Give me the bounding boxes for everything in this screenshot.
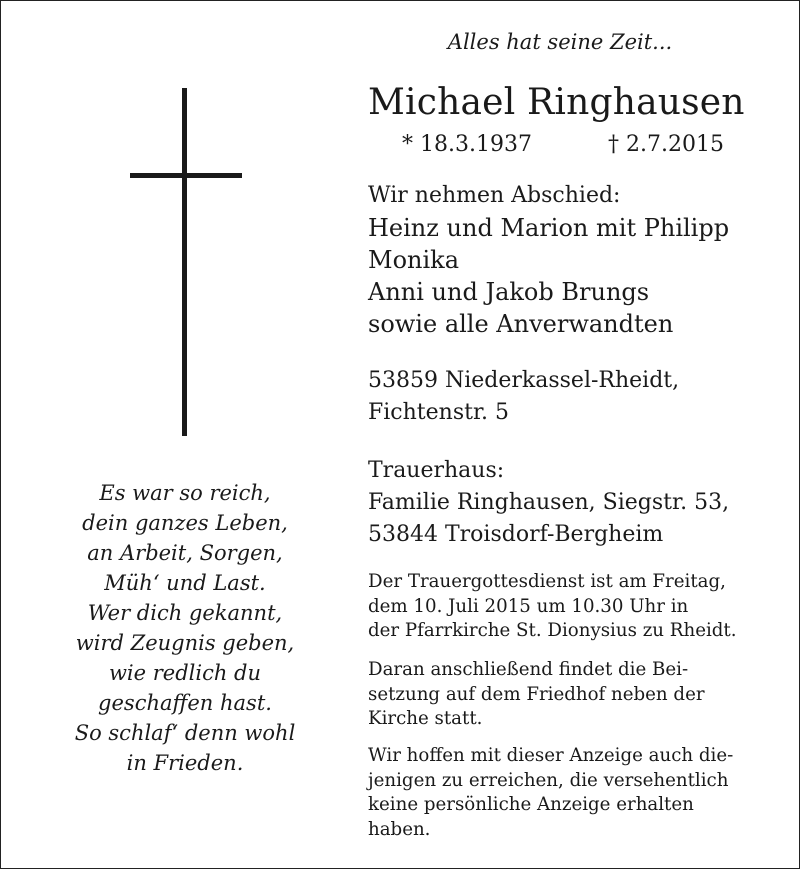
mourners-block [368,180,778,340]
address-line: Fichtenstr. 5 [368,400,510,425]
cross-icon-bar [130,173,242,178]
birth-date: * 18.3.1937 [402,132,532,157]
poem-line: So schlaf‘ denn wohl [74,721,296,745]
mourner-line: Monika [368,246,460,274]
burial-paragraph [368,658,768,732]
poem-line: Müh‘ und Last. [104,571,266,595]
mourner-line: Heinz und Marion mit Philipp [368,214,730,242]
notice-line: keine persönliche Anzeige erhalten [368,794,694,815]
trauerhaus-heading: Trauerhaus: [368,458,505,483]
poem-line: in Frieden. [126,751,244,775]
poem-line: geschaffen hast. [98,691,272,715]
burial-line: Daran anschließend findet die Bei- [368,659,689,680]
service-line: Der Trauergottesdienst ist am Freitag, [368,571,726,592]
notice-line: jenigen zu erreichen, die versehentlich [368,769,729,791]
trauerhaus-line: Familie Ringhausen, Siegstr. 53, [368,490,730,515]
poem-line: wie redlich du [108,661,262,685]
address-line: 53859 Niederkassel-Rheidt, [368,368,680,393]
burial-line: setzung auf dem Friedhof neben der [368,683,705,705]
poem [40,478,330,778]
deceased-name: Michael Ringhausen [368,82,745,123]
notice-paragraph [368,744,768,842]
mourner-line: sowie alle Anverwandten [368,310,674,338]
service-line: dem 10. Juli 2015 um 10.30 Uhr in [368,595,689,617]
poem-line: Es war so reich, [99,481,271,505]
service-line: der Pfarrkirche St. Dionysius zu Rheidt. [368,620,737,641]
death-date: † 2.7.2015 [608,132,724,157]
motto: Alles hat seine Zeit... [447,30,673,54]
service-paragraph [368,570,768,644]
poem-line: dein ganzes Leben, [82,511,288,535]
poem-line: an Arbeit, Sorgen, [87,541,283,565]
poem-line: Wer dich gekannt, [87,601,283,625]
burial-line: Kirche statt. [368,708,483,729]
mourner-line: Anni und Jakob Brungs [368,278,650,306]
notice-line: haben. [368,818,431,840]
notice-line: Wir hoffen mit dieser Anzeige auch die- [368,745,734,766]
cross-icon [182,88,187,436]
mourners-heading: Wir nehmen Abschied: [368,183,621,208]
poem-line: wird Zeugnis geben, [75,631,295,655]
trauerhaus-line: 53844 Troisdorf-Bergheim [368,522,664,547]
trauerhaus-block [368,455,778,551]
address-block [368,365,778,429]
